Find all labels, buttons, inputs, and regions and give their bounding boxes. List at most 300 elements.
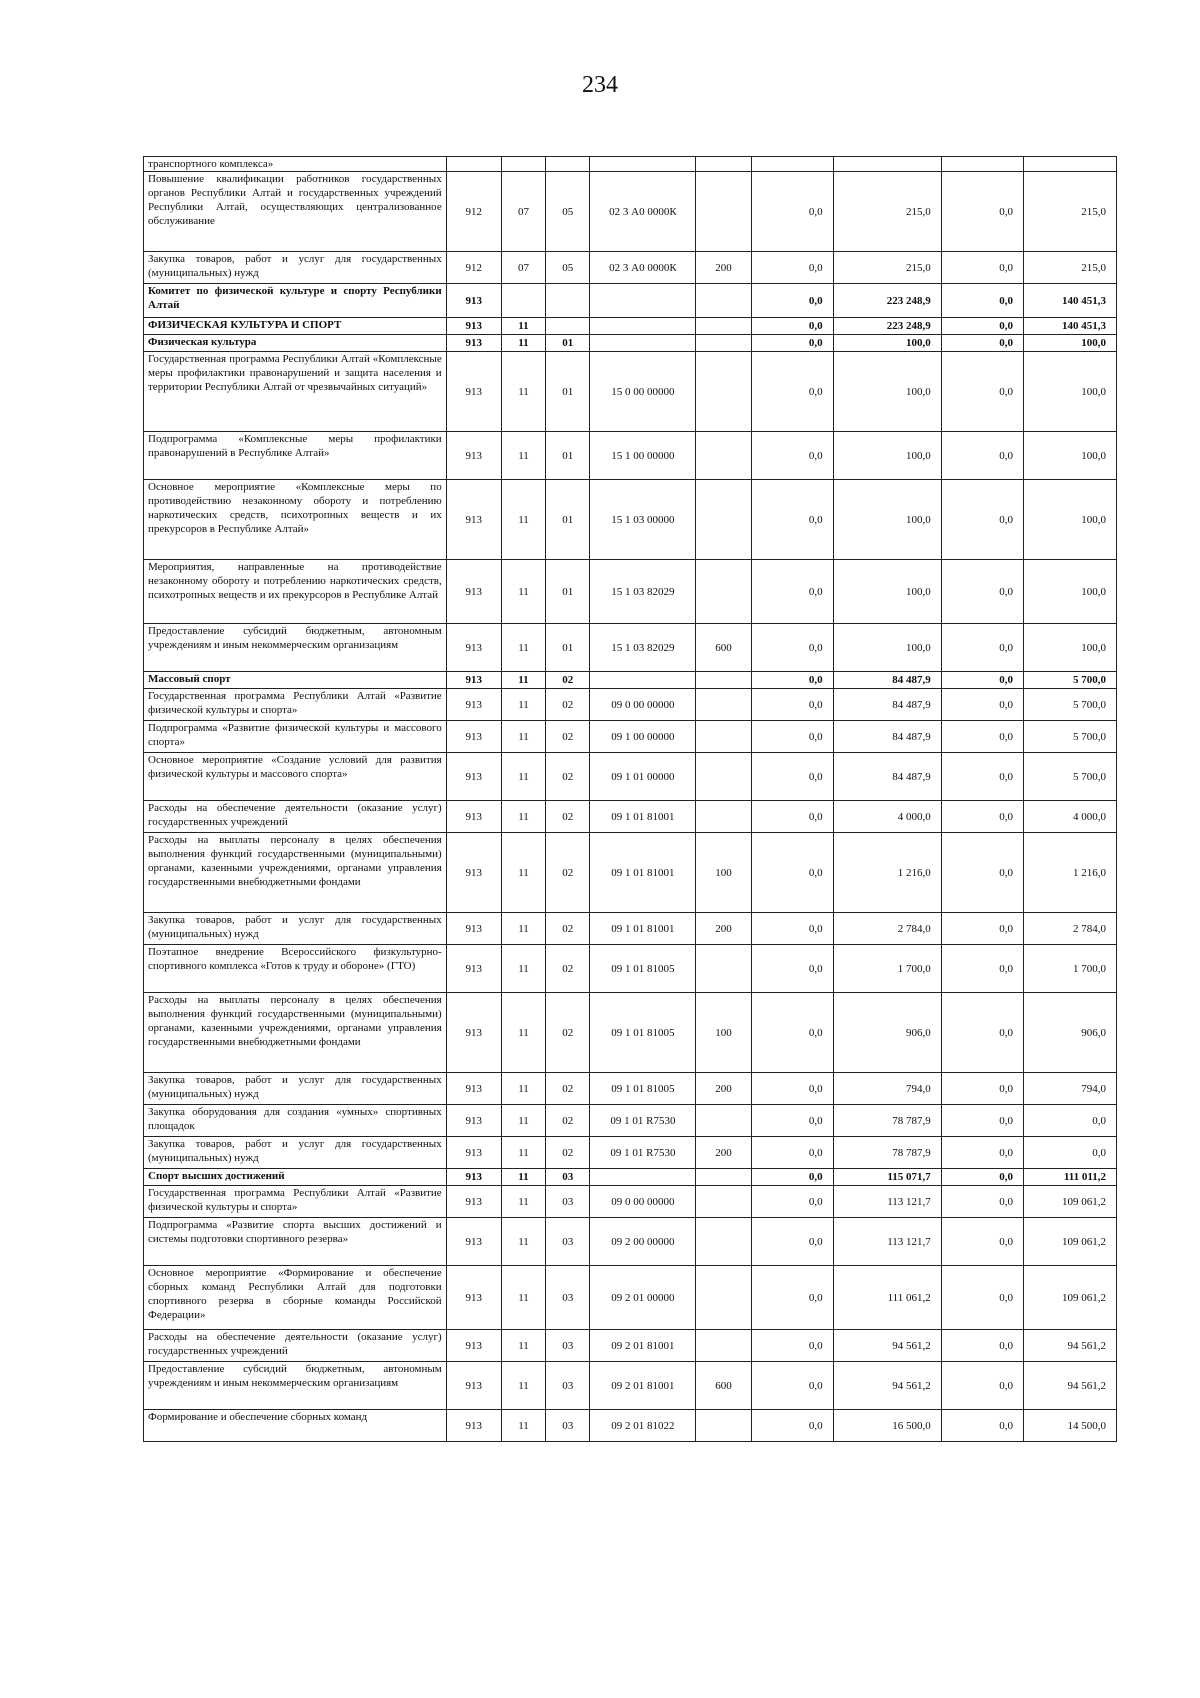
cell-subsection: 02 xyxy=(546,1073,590,1105)
cell-subsection: 01 xyxy=(546,432,590,480)
cell-subsection: 01 xyxy=(546,560,590,624)
cell-value-3: 0,0 xyxy=(941,480,1023,560)
cell-name: Расходы на выплаты персоналу в целях обеспечения выполнения функций государственными (муниципальными) органами, казенными учреждениями, органами управления государственными внебюджетными фондами xyxy=(144,993,447,1073)
cell-name: Закупка оборудования для создания «умных» спортивных площадок xyxy=(144,1105,447,1137)
cell-value-4: 140 451,3 xyxy=(1023,284,1116,318)
cell-value-4: 111 011,2 xyxy=(1023,1169,1116,1186)
cell-section xyxy=(501,284,545,318)
cell-value-4: 5 700,0 xyxy=(1023,672,1116,689)
cell-subsection: 03 xyxy=(546,1169,590,1186)
cell-value-3: 0,0 xyxy=(941,432,1023,480)
cell-admin-code: 913 xyxy=(446,352,501,432)
cell-expense-type xyxy=(696,1330,751,1362)
cell-admin-code: 912 xyxy=(446,252,501,284)
cell-name: Подпрограмма «Развитие физической культуры и массового спорта» xyxy=(144,721,447,753)
cell-value-1 xyxy=(751,157,833,172)
cell-section: 11 xyxy=(501,721,545,753)
cell-admin-code: 913 xyxy=(446,1105,501,1137)
cell-value-1: 0,0 xyxy=(751,1186,833,1218)
cell-value-2: 94 561,2 xyxy=(833,1330,941,1362)
cell-expense-type: 200 xyxy=(696,913,751,945)
cell-value-1: 0,0 xyxy=(751,913,833,945)
cell-target-article: 09 2 01 81001 xyxy=(590,1362,696,1410)
cell-value-2 xyxy=(833,157,941,172)
cell-value-3: 0,0 xyxy=(941,1410,1023,1442)
cell-value-2: 16 500,0 xyxy=(833,1410,941,1442)
cell-target-article: 09 1 01 R7530 xyxy=(590,1105,696,1137)
cell-value-4: 0,0 xyxy=(1023,1105,1116,1137)
cell-value-4: 140 451,3 xyxy=(1023,318,1116,335)
cell-admin-code: 913 xyxy=(446,1218,501,1266)
cell-subsection: 03 xyxy=(546,1218,590,1266)
cell-value-3: 0,0 xyxy=(941,318,1023,335)
cell-target-article: 09 1 01 81005 xyxy=(590,1073,696,1105)
cell-value-1: 0,0 xyxy=(751,801,833,833)
cell-value-1: 0,0 xyxy=(751,172,833,252)
cell-admin-code: 913 xyxy=(446,480,501,560)
table-row xyxy=(144,624,1117,672)
cell-value-1: 0,0 xyxy=(751,721,833,753)
cell-target-article: 09 2 01 81022 xyxy=(590,1410,696,1442)
table-row xyxy=(144,352,1117,432)
cell-section: 11 xyxy=(501,1186,545,1218)
cell-value-4: 5 700,0 xyxy=(1023,689,1116,721)
cell-value-2: 4 000,0 xyxy=(833,801,941,833)
cell-subsection: 02 xyxy=(546,1105,590,1137)
table-row xyxy=(144,753,1117,801)
cell-value-4: 94 561,2 xyxy=(1023,1362,1116,1410)
cell-subsection: 03 xyxy=(546,1362,590,1410)
cell-name: Закупка товаров, работ и услуг для государственных (муниципальных) нужд xyxy=(144,1137,447,1169)
cell-expense-type: 200 xyxy=(696,1073,751,1105)
cell-section: 11 xyxy=(501,833,545,913)
cell-value-1: 0,0 xyxy=(751,1169,833,1186)
cell-expense-type xyxy=(696,335,751,352)
cell-value-3: 0,0 xyxy=(941,721,1023,753)
cell-subsection: 02 xyxy=(546,801,590,833)
cell-name: Повышение квалификации работников государственных органов Республики Алтай и государственных учреждений Республики Алтай, осуществляющих централизованное обслуживание xyxy=(144,172,447,252)
cell-value-3: 0,0 xyxy=(941,172,1023,252)
table-row xyxy=(144,913,1117,945)
cell-value-4: 109 061,2 xyxy=(1023,1186,1116,1218)
cell-admin-code: 913 xyxy=(446,1169,501,1186)
cell-value-3: 0,0 xyxy=(941,252,1023,284)
cell-expense-type: 600 xyxy=(696,624,751,672)
page-number: 234 xyxy=(582,72,618,98)
cell-section: 11 xyxy=(501,1137,545,1169)
cell-value-4: 215,0 xyxy=(1023,252,1116,284)
table-row xyxy=(144,432,1117,480)
cell-value-2: 100,0 xyxy=(833,432,941,480)
cell-name: Основное мероприятие «Комплексные меры по противодействию незаконному обороту и потреблению наркотических средств, психотропных веществ и их прекурсоров в Республике Алтай» xyxy=(144,480,447,560)
cell-subsection: 03 xyxy=(546,1266,590,1330)
cell-name: Государственная программа Республики Алтай «Развитие физической культуры и спорта» xyxy=(144,1186,447,1218)
cell-value-1: 0,0 xyxy=(751,252,833,284)
cell-value-1: 0,0 xyxy=(751,480,833,560)
cell-section: 11 xyxy=(501,801,545,833)
cell-value-4: 5 700,0 xyxy=(1023,721,1116,753)
cell-section xyxy=(501,157,545,172)
cell-value-4: 4 000,0 xyxy=(1023,801,1116,833)
cell-value-1: 0,0 xyxy=(751,945,833,993)
cell-expense-type xyxy=(696,721,751,753)
table-row xyxy=(144,318,1117,335)
cell-expense-type xyxy=(696,480,751,560)
cell-section: 11 xyxy=(501,1073,545,1105)
cell-value-1: 0,0 xyxy=(751,753,833,801)
cell-name: Предоставление субсидий бюджетным, автономным учреждениям и иным некоммерческим организациям xyxy=(144,1362,447,1410)
cell-subsection xyxy=(546,157,590,172)
cell-expense-type: 100 xyxy=(696,833,751,913)
cell-subsection: 01 xyxy=(546,352,590,432)
cell-value-1: 0,0 xyxy=(751,993,833,1073)
cell-value-4: 14 500,0 xyxy=(1023,1410,1116,1442)
cell-admin-code: 913 xyxy=(446,993,501,1073)
cell-name: Основное мероприятие «Создание условий для развития физической культуры и массового спорта» xyxy=(144,753,447,801)
cell-expense-type xyxy=(696,1105,751,1137)
cell-value-2: 100,0 xyxy=(833,352,941,432)
cell-section: 11 xyxy=(501,432,545,480)
cell-value-1: 0,0 xyxy=(751,1137,833,1169)
cell-expense-type xyxy=(696,352,751,432)
cell-name: Основное мероприятие «Формирование и обеспечение сборных команд Республики Алтай для подготовки спортивного резерва в сборные команды Российской Федерации» xyxy=(144,1266,447,1330)
table-row xyxy=(144,801,1117,833)
table-row xyxy=(144,252,1117,284)
cell-value-3: 0,0 xyxy=(941,284,1023,318)
cell-value-1: 0,0 xyxy=(751,672,833,689)
table-row xyxy=(144,157,1117,172)
cell-value-1: 0,0 xyxy=(751,352,833,432)
budget-table xyxy=(143,156,1117,1442)
cell-value-1: 0,0 xyxy=(751,432,833,480)
cell-section: 11 xyxy=(501,993,545,1073)
cell-value-2: 2 784,0 xyxy=(833,913,941,945)
cell-admin-code: 913 xyxy=(446,335,501,352)
cell-section: 11 xyxy=(501,318,545,335)
cell-value-3: 0,0 xyxy=(941,352,1023,432)
cell-subsection: 05 xyxy=(546,252,590,284)
cell-subsection: 02 xyxy=(546,1137,590,1169)
cell-value-4: 109 061,2 xyxy=(1023,1218,1116,1266)
cell-admin-code: 913 xyxy=(446,560,501,624)
table-row xyxy=(144,1105,1117,1137)
cell-subsection: 03 xyxy=(546,1330,590,1362)
cell-name: Подпрограмма «Развитие спорта высших достижений и системы подготовки спортивного резерва» xyxy=(144,1218,447,1266)
cell-name: Закупка товаров, работ и услуг для государственных (муниципальных) нужд xyxy=(144,252,447,284)
cell-value-4: 100,0 xyxy=(1023,480,1116,560)
cell-target-article: 09 1 01 00000 xyxy=(590,753,696,801)
cell-target-article: 15 1 03 82029 xyxy=(590,624,696,672)
cell-subsection: 02 xyxy=(546,721,590,753)
cell-target-article: 09 1 01 81005 xyxy=(590,945,696,993)
table-row xyxy=(144,480,1117,560)
cell-admin-code: 913 xyxy=(446,1330,501,1362)
cell-admin-code: 913 xyxy=(446,801,501,833)
cell-expense-type xyxy=(696,945,751,993)
cell-target-article: 09 1 01 81005 xyxy=(590,993,696,1073)
cell-expense-type: 600 xyxy=(696,1362,751,1410)
cell-section: 07 xyxy=(501,172,545,252)
table-row xyxy=(144,335,1117,352)
cell-admin-code: 913 xyxy=(446,432,501,480)
cell-section: 07 xyxy=(501,252,545,284)
cell-value-3: 0,0 xyxy=(941,913,1023,945)
cell-value-1: 0,0 xyxy=(751,1362,833,1410)
cell-target-article: 02 3 А0 0000К xyxy=(590,172,696,252)
cell-value-1: 0,0 xyxy=(751,335,833,352)
cell-section: 11 xyxy=(501,913,545,945)
cell-name: Массовый спорт xyxy=(144,672,447,689)
table-row xyxy=(144,993,1117,1073)
table-row xyxy=(144,560,1117,624)
cell-admin-code: 913 xyxy=(446,913,501,945)
cell-admin-code: 913 xyxy=(446,1137,501,1169)
cell-expense-type xyxy=(696,560,751,624)
cell-expense-type xyxy=(696,689,751,721)
cell-section: 11 xyxy=(501,1105,545,1137)
cell-target-article: 15 0 00 00000 xyxy=(590,352,696,432)
cell-value-2: 100,0 xyxy=(833,480,941,560)
cell-subsection: 02 xyxy=(546,945,590,993)
table-row xyxy=(144,1266,1117,1330)
cell-expense-type: 200 xyxy=(696,1137,751,1169)
cell-value-4: 5 700,0 xyxy=(1023,753,1116,801)
cell-subsection: 02 xyxy=(546,672,590,689)
cell-value-2: 906,0 xyxy=(833,993,941,1073)
cell-value-1: 0,0 xyxy=(751,624,833,672)
cell-target-article: 09 1 01 R7530 xyxy=(590,1137,696,1169)
cell-target-article: 15 1 00 00000 xyxy=(590,432,696,480)
table-row xyxy=(144,833,1117,913)
cell-value-3: 0,0 xyxy=(941,624,1023,672)
cell-value-3: 0,0 xyxy=(941,945,1023,993)
table-row xyxy=(144,1169,1117,1186)
cell-name: Формирование и обеспечение сборных команд xyxy=(144,1410,447,1442)
cell-value-1: 0,0 xyxy=(751,284,833,318)
cell-value-2: 100,0 xyxy=(833,560,941,624)
cell-value-3: 0,0 xyxy=(941,993,1023,1073)
cell-value-2: 84 487,9 xyxy=(833,672,941,689)
cell-admin-code: 913 xyxy=(446,689,501,721)
table-row xyxy=(144,1186,1117,1218)
cell-admin-code: 913 xyxy=(446,1266,501,1330)
cell-target-article: 15 1 03 00000 xyxy=(590,480,696,560)
cell-value-4: 2 784,0 xyxy=(1023,913,1116,945)
cell-value-3: 0,0 xyxy=(941,1266,1023,1330)
cell-expense-type xyxy=(696,801,751,833)
cell-value-3: 0,0 xyxy=(941,1218,1023,1266)
cell-name: Комитет по физической культуре и спорту Республики Алтай xyxy=(144,284,447,318)
cell-target-article: 09 1 01 81001 xyxy=(590,913,696,945)
cell-admin-code: 913 xyxy=(446,833,501,913)
cell-value-1: 0,0 xyxy=(751,1073,833,1105)
cell-name: Государственная программа Республики Алтай «Развитие физической культуры и спорта» xyxy=(144,689,447,721)
cell-subsection: 02 xyxy=(546,993,590,1073)
cell-subsection: 02 xyxy=(546,913,590,945)
cell-target-article: 09 2 01 00000 xyxy=(590,1266,696,1330)
cell-section: 11 xyxy=(501,1266,545,1330)
cell-target-article: 09 1 00 00000 xyxy=(590,721,696,753)
cell-value-2: 1 700,0 xyxy=(833,945,941,993)
cell-expense-type xyxy=(696,1266,751,1330)
cell-value-2: 78 787,9 xyxy=(833,1105,941,1137)
cell-value-2: 113 121,7 xyxy=(833,1186,941,1218)
cell-value-3: 0,0 xyxy=(941,1186,1023,1218)
cell-expense-type xyxy=(696,284,751,318)
cell-value-4: 794,0 xyxy=(1023,1073,1116,1105)
cell-value-3: 0,0 xyxy=(941,560,1023,624)
cell-target-article: 09 2 00 00000 xyxy=(590,1218,696,1266)
cell-expense-type xyxy=(696,157,751,172)
cell-value-2: 84 487,9 xyxy=(833,753,941,801)
cell-value-3 xyxy=(941,157,1023,172)
cell-value-3: 0,0 xyxy=(941,689,1023,721)
cell-subsection: 03 xyxy=(546,1186,590,1218)
cell-subsection: 02 xyxy=(546,833,590,913)
cell-admin-code: 913 xyxy=(446,1410,501,1442)
cell-value-3: 0,0 xyxy=(941,1362,1023,1410)
cell-admin-code: 913 xyxy=(446,318,501,335)
cell-target-article xyxy=(590,284,696,318)
cell-section: 11 xyxy=(501,672,545,689)
cell-expense-type xyxy=(696,1186,751,1218)
cell-section: 11 xyxy=(501,1169,545,1186)
cell-section: 11 xyxy=(501,624,545,672)
cell-value-1: 0,0 xyxy=(751,318,833,335)
cell-value-1: 0,0 xyxy=(751,1330,833,1362)
cell-section: 11 xyxy=(501,1330,545,1362)
cell-name: Спорт высших достижений xyxy=(144,1169,447,1186)
cell-expense-type: 100 xyxy=(696,993,751,1073)
table-row xyxy=(144,1410,1117,1442)
cell-value-4: 109 061,2 xyxy=(1023,1266,1116,1330)
table-row xyxy=(144,172,1117,252)
cell-value-2: 84 487,9 xyxy=(833,721,941,753)
cell-target-article xyxy=(590,672,696,689)
cell-expense-type: 200 xyxy=(696,252,751,284)
cell-target-article: 09 0 00 00000 xyxy=(590,689,696,721)
cell-subsection: 01 xyxy=(546,480,590,560)
cell-value-4: 1 216,0 xyxy=(1023,833,1116,913)
cell-admin-code xyxy=(446,157,501,172)
cell-subsection: 03 xyxy=(546,1410,590,1442)
table-row xyxy=(144,1073,1117,1105)
cell-value-3: 0,0 xyxy=(941,801,1023,833)
cell-value-2: 1 216,0 xyxy=(833,833,941,913)
cell-value-4: 215,0 xyxy=(1023,172,1116,252)
cell-target-article: 09 0 00 00000 xyxy=(590,1186,696,1218)
cell-name: транспортного комплекса» xyxy=(144,157,447,172)
cell-expense-type xyxy=(696,1218,751,1266)
cell-target-article xyxy=(590,335,696,352)
table-row xyxy=(144,284,1117,318)
cell-subsection: 01 xyxy=(546,624,590,672)
cell-admin-code: 912 xyxy=(446,172,501,252)
cell-value-4: 100,0 xyxy=(1023,624,1116,672)
cell-admin-code: 913 xyxy=(446,672,501,689)
cell-value-4: 100,0 xyxy=(1023,352,1116,432)
cell-value-4: 1 700,0 xyxy=(1023,945,1116,993)
cell-target-article: 09 1 01 81001 xyxy=(590,833,696,913)
cell-section: 11 xyxy=(501,753,545,801)
table-row xyxy=(144,1362,1117,1410)
cell-name: ФИЗИЧЕСКАЯ КУЛЬТУРА И СПОРТ xyxy=(144,318,447,335)
cell-target-article: 09 1 01 81001 xyxy=(590,801,696,833)
cell-subsection: 02 xyxy=(546,689,590,721)
cell-section: 11 xyxy=(501,560,545,624)
cell-value-4: 906,0 xyxy=(1023,993,1116,1073)
table-row xyxy=(144,1218,1117,1266)
table-row xyxy=(144,945,1117,993)
cell-expense-type xyxy=(696,432,751,480)
table-row xyxy=(144,1330,1117,1362)
cell-value-3: 0,0 xyxy=(941,1073,1023,1105)
cell-value-4: 100,0 xyxy=(1023,335,1116,352)
cell-value-3: 0,0 xyxy=(941,833,1023,913)
cell-section: 11 xyxy=(501,945,545,993)
table-row xyxy=(144,689,1117,721)
cell-value-3: 0,0 xyxy=(941,1330,1023,1362)
cell-value-2: 84 487,9 xyxy=(833,689,941,721)
cell-value-2: 223 248,9 xyxy=(833,318,941,335)
cell-admin-code: 913 xyxy=(446,1073,501,1105)
cell-admin-code: 913 xyxy=(446,1186,501,1218)
cell-admin-code: 913 xyxy=(446,753,501,801)
cell-name: Физическая культура xyxy=(144,335,447,352)
cell-target-article: 09 2 01 81001 xyxy=(590,1330,696,1362)
cell-admin-code: 913 xyxy=(446,624,501,672)
cell-value-2: 78 787,9 xyxy=(833,1137,941,1169)
cell-target-article xyxy=(590,318,696,335)
cell-section: 11 xyxy=(501,480,545,560)
cell-section: 11 xyxy=(501,352,545,432)
cell-value-2: 94 561,2 xyxy=(833,1362,941,1410)
cell-name: Расходы на выплаты персоналу в целях обеспечения выполнения функций государственными (муниципальными) органами, казенными учреждениями, органами управления государственными внебюджетными фондами xyxy=(144,833,447,913)
cell-value-3: 0,0 xyxy=(941,672,1023,689)
cell-value-1: 0,0 xyxy=(751,1105,833,1137)
cell-subsection: 05 xyxy=(546,172,590,252)
cell-value-1: 0,0 xyxy=(751,1410,833,1442)
cell-section: 11 xyxy=(501,1218,545,1266)
cell-name: Закупка товаров, работ и услуг для государственных (муниципальных) нужд xyxy=(144,913,447,945)
cell-admin-code: 913 xyxy=(446,721,501,753)
cell-value-2: 100,0 xyxy=(833,624,941,672)
table-row xyxy=(144,1137,1117,1169)
cell-admin-code: 913 xyxy=(446,1362,501,1410)
cell-expense-type xyxy=(696,753,751,801)
cell-expense-type xyxy=(696,672,751,689)
cell-section: 11 xyxy=(501,1362,545,1410)
cell-expense-type xyxy=(696,172,751,252)
cell-value-4: 0,0 xyxy=(1023,1137,1116,1169)
cell-name: Подпрограмма «Комплексные меры профилактики правонарушений в Республике Алтай» xyxy=(144,432,447,480)
cell-subsection xyxy=(546,318,590,335)
cell-admin-code: 913 xyxy=(446,284,501,318)
cell-value-1: 0,0 xyxy=(751,560,833,624)
cell-subsection xyxy=(546,284,590,318)
cell-subsection: 02 xyxy=(546,753,590,801)
cell-value-2: 115 071,7 xyxy=(833,1169,941,1186)
cell-value-2: 215,0 xyxy=(833,172,941,252)
cell-value-3: 0,0 xyxy=(941,1169,1023,1186)
cell-expense-type xyxy=(696,1410,751,1442)
cell-name: Расходы на обеспечение деятельности (оказание услуг) государственных учреждений xyxy=(144,801,447,833)
cell-name: Расходы на обеспечение деятельности (оказание услуг) государственных учреждений xyxy=(144,1330,447,1362)
table-row xyxy=(144,672,1117,689)
cell-value-2: 223 248,9 xyxy=(833,284,941,318)
cell-expense-type xyxy=(696,1169,751,1186)
cell-section: 11 xyxy=(501,335,545,352)
